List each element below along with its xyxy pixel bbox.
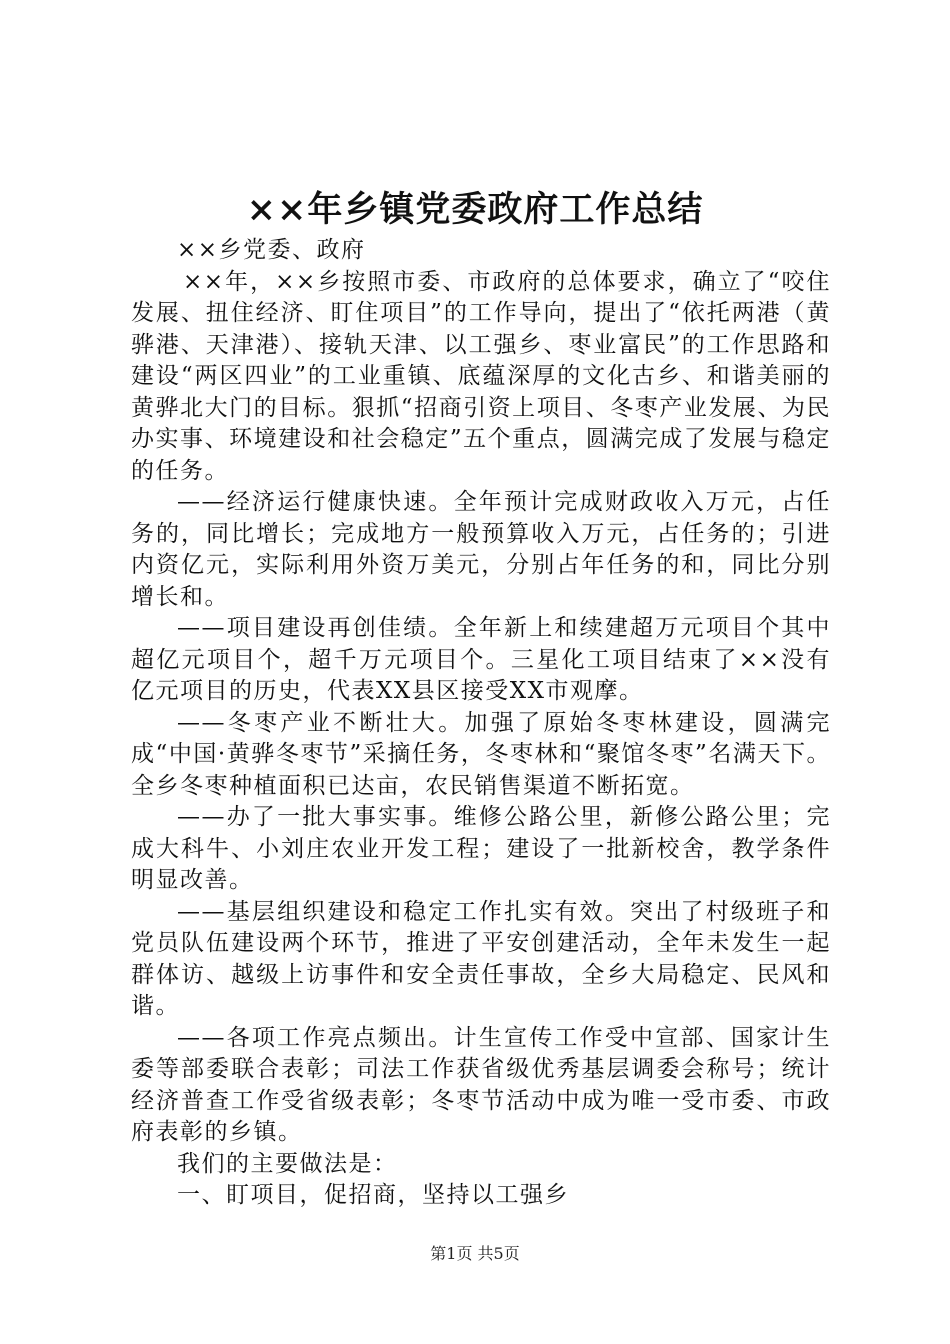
paragraph: 我们的主要做法是： <box>177 1150 398 1177</box>
paragraph: ——基层组织建设和稳定工作扎实有效。突出了村级班子和党员队伍建设两个环节，推进了平安创建活动，全年未发生一起群体访、越级上访事件和安全责任事故，全乡大局稳定、民风和谐。 <box>131 898 831 1019</box>
paragraph: ××年，××乡按照市委、市政府的总体要求，确立了“咬住发展、扭住经济、盯住项目”的工作导向，提出了“依托两港（黄骅港、天津港）、接轨天津、以工强乡、枣业富民”的工作思路和建设“两区四业”的工业重镇、底蕴深厚的文化古乡、和谐美丽的黄骅北大门的目标。狠抓“招商引资上项目、冬枣产业发展、为民办实事、环境建设和社会稳定”五个重点，圆满完成了发展与稳定的任务。 <box>131 268 831 484</box>
paragraph: ——办了一批大事实事。维修公路公里，新修公路公里；完成大科牛、小刘庄农业开发工程；建设了一批新校舍，教学条件明显改善。 <box>131 804 831 893</box>
document-body <box>131 235 831 1212</box>
paragraph: ——各项工作亮点频出。计生宣传工作受中宣部、国家计生委等部委联合表彰；司法工作获省级优秀基层调委会称号；统计经济普查工作受省级表彰；冬枣节活动中成为唯一受市委、市政府表彰的乡镇。 <box>131 1024 831 1145</box>
page-number-footer: 第1页 共5页 <box>430 1244 520 1263</box>
document-title: ××年乡镇党委政府工作总结 <box>246 189 704 230</box>
paragraph: ——经济运行健康快速。全年预计完成财政收入万元，占任务的，同比增长；完成地方一般预算收入万元，占任务的；引进内资亿元，实际利用外资万美元，分别占年任务的和，同比分别增长和。 <box>131 489 831 610</box>
author-line: ××乡党委、政府 <box>177 237 366 263</box>
paragraph: ——项目建设再创佳绩。全年新上和续建超万元项目个其中超亿元项目个，超千万元项目个。三星化工项目结束了××没有亿元项目的历史，代表XX县区接受XX市观摩。 <box>131 615 831 704</box>
section-heading: 一、盯项目，促招商，坚持以工强乡 <box>177 1182 569 1208</box>
paragraph: ——冬枣产业不断壮大。加强了原始冬枣林建设，圆满完成“中国·黄骅冬枣节”采摘任务，冬枣林和“聚馆冬枣”名满天下。全乡冬枣种植面积已达亩，农民销售渠道不断拓宽。 <box>131 709 831 799</box>
